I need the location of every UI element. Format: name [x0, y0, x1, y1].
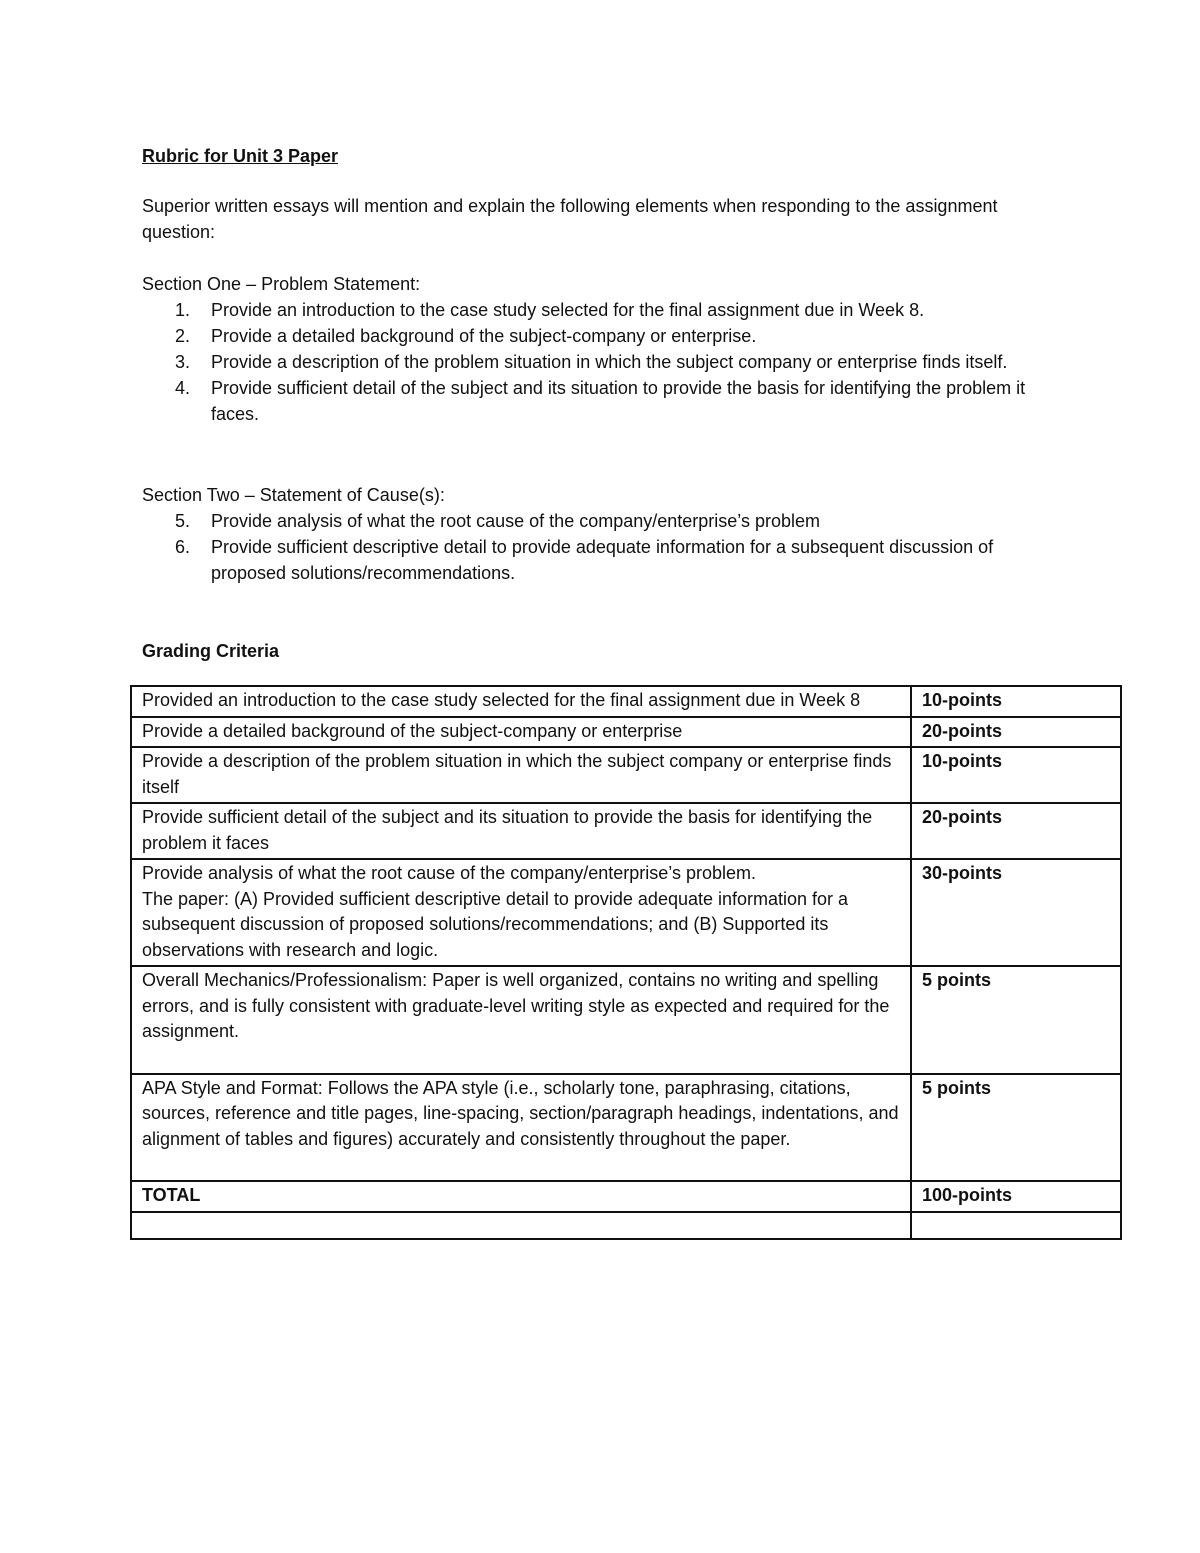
blank-cell — [131, 1212, 911, 1239]
points-cell: 5 points — [911, 966, 1121, 1074]
points-cell: 10-points — [911, 686, 1121, 717]
list-item — [142, 508, 1062, 534]
criterion-cell: Provide sufficient detail of the subject and its situation to provide the basis for identifying the problem it faces — [131, 803, 911, 859]
table-row — [131, 1074, 1121, 1182]
table-row — [131, 859, 1121, 966]
list-item-number: 5. — [175, 511, 191, 531]
list-item — [142, 375, 1062, 427]
blank-cell — [911, 1212, 1121, 1239]
points-cell: 10-points — [911, 747, 1121, 803]
list-item — [142, 297, 1062, 323]
intro-paragraph: Superior written essays will mention and explain the following elements when responding to the assignment question: — [142, 196, 998, 242]
criterion-cell: Provide a description of the problem situation in which the subject company or enterprise finds itself — [131, 747, 911, 803]
list-item-number: 3. — [175, 352, 191, 372]
list-item-text: Provide analysis of what the root cause of the company/enterprise’s problem — [211, 511, 820, 531]
points-cell: 30-points — [911, 859, 1121, 966]
section-two-list — [142, 508, 1062, 586]
criterion-cell: APA Style and Format: Follows the APA style (i.e., scholarly tone, paraphrasing, citations, sources, reference and title pages, line-spacing, section/paragraph headings, indentations, and alignment of tables and figures) accurately and consistently throughout the paper. — [131, 1074, 911, 1182]
table-row — [131, 717, 1121, 748]
points-cell: 5 points — [911, 1074, 1121, 1182]
criterion-cell: Provide a detailed background of the subject-company or enterprise — [131, 717, 911, 748]
list-item-text: Provide sufficient detail of the subject and its situation to provide the basis for identifying the problem it faces. — [211, 378, 1026, 424]
table-row — [131, 747, 1121, 803]
criterion-line: The paper: (A) Provided sufficient descriptive detail to provide adequate information for a subsequent discussion of proposed solutions/recommendations; and (B) Supported its observations with research and logic. — [142, 888, 849, 960]
list-item-number: 4. — [175, 378, 191, 398]
list-item-number: 6. — [175, 537, 191, 557]
points-cell: 20-points — [911, 803, 1121, 859]
criterion-cell: Overall Mechanics/Professionalism: Paper is well organized, contains no writing and spelling errors, and is fully consistent with graduate-level writing style as expected and required for the assignment. — [131, 966, 911, 1074]
total-points: 100-points — [911, 1181, 1121, 1212]
grading-criteria-heading: Grading Criteria — [142, 641, 280, 661]
list-item — [142, 534, 1062, 586]
section-one-list — [142, 297, 1062, 427]
section-one-heading: Section One – Problem Statement: — [142, 274, 421, 294]
list-item-number: 2. — [175, 326, 191, 346]
table-row — [131, 686, 1121, 717]
criterion-cell: Provided an introduction to the case study selected for the final assignment due in Week 8 — [131, 686, 911, 717]
list-item-text: Provide sufficient descriptive detail to provide adequate information for a subsequent discussion of proposed solutions/recommendations. — [211, 537, 994, 583]
table-row — [131, 803, 1121, 859]
list-item-number: 1. — [175, 300, 191, 320]
table-row — [131, 966, 1121, 1074]
list-item-text: Provide a description of the problem situation in which the subject company or enterprise finds itself. — [211, 352, 1008, 372]
document-title: Rubric for Unit 3 Paper — [142, 146, 339, 166]
criterion-line: Provide analysis of what the root cause of the company/enterprise’s problem. — [142, 863, 756, 883]
blank-row — [131, 1212, 1121, 1239]
total-row — [131, 1181, 1121, 1212]
total-label: TOTAL — [131, 1181, 911, 1212]
criterion-cell — [131, 859, 911, 966]
grading-criteria-table — [130, 685, 1122, 1240]
points-cell: 20-points — [911, 717, 1121, 748]
list-item-text: Provide a detailed background of the subject-company or enterprise. — [211, 326, 757, 346]
section-two-heading: Section Two – Statement of Cause(s): — [142, 485, 445, 505]
list-item — [142, 349, 1062, 375]
list-item-text: Provide an introduction to the case study selected for the final assignment due in Week 8. — [211, 300, 925, 320]
list-item — [142, 323, 1062, 349]
